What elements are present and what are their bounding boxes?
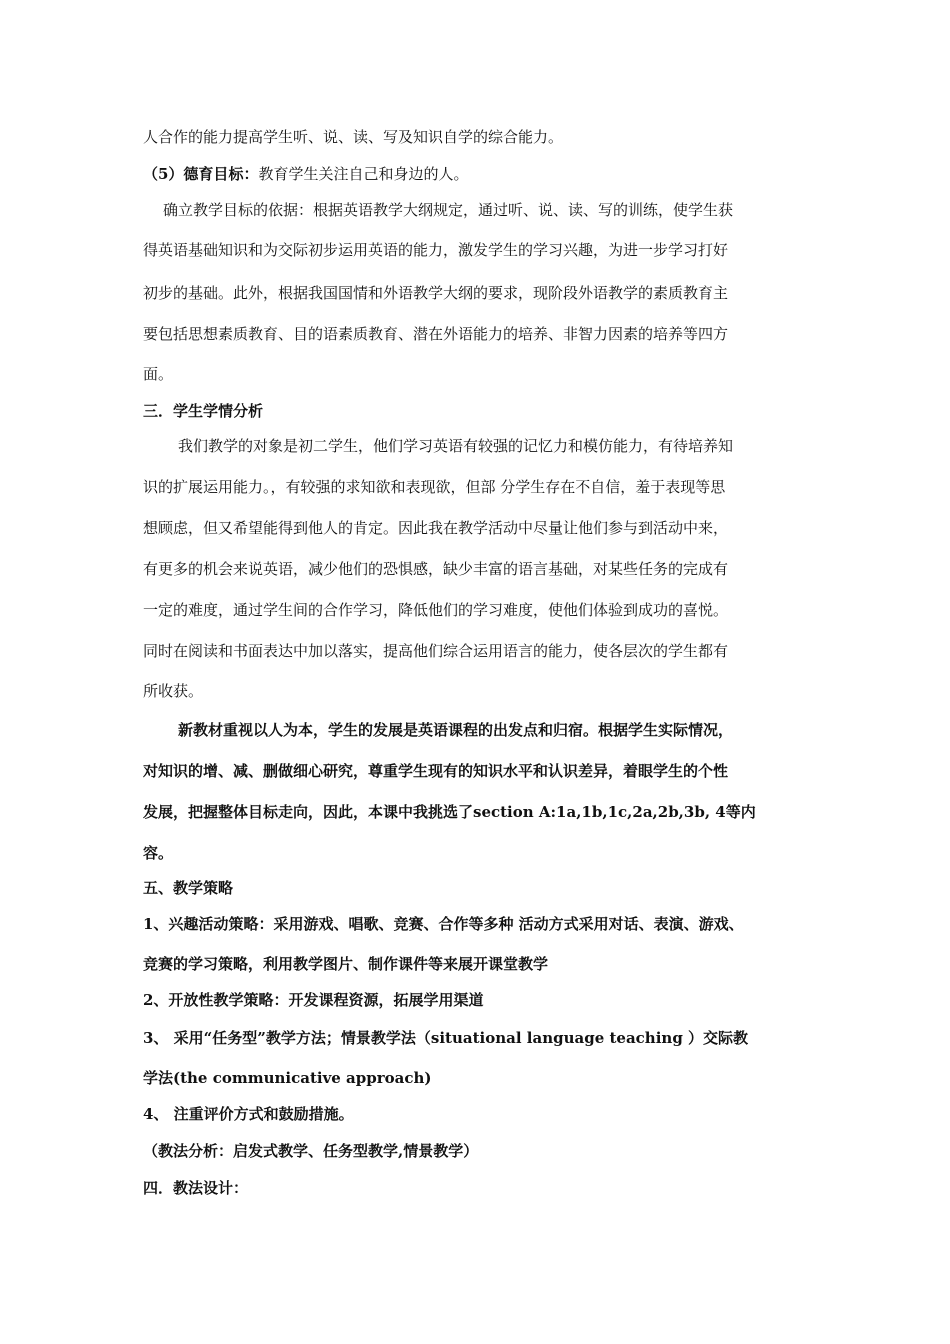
basis-line: 确立教学目标的依据：根据英语教学大纲规定，通过听、说、读、写的训练，使学生获: [163, 201, 734, 219]
section-heading: 四．教法设计：: [143, 1179, 249, 1197]
basis-line: 要包括思想素质教育、目的语素质教育、潜在外语能力的培养、非智力因素的培养等四方: [143, 325, 729, 343]
new-material-line: 对知识的增、减、删做细心研究，尊重学生现有的知识水平和认识差异，着眼学生的个性: [143, 762, 729, 780]
analysis-line: 同时在阅读和书面表达中加以落实，提高他们综合运用语言的能力，使各层次的学生都有: [143, 642, 729, 660]
basis-line: 得英语基础知识和为交际初步运用英语的能力，激发学生的学习兴趣，为进一步学习打好: [143, 241, 729, 259]
basis-line: 面。: [143, 365, 174, 383]
paragraph-line: 人合作的能力提高学生听、说、读、写及知识自学的综合能力。: [143, 128, 564, 146]
analysis-line: 有更多的机会来说英语，减少他们的恐惧感，缺少丰富的语言基础，对某些任务的完成有: [143, 560, 729, 578]
moral-goal-label: （5）德育目标：: [143, 165, 259, 183]
strategy-line: 1、兴趣活动策略：采用游戏、唱歌、竞赛、合作等多种 活动方式采用对话、表演、游戏、: [143, 915, 744, 933]
strategy-line: 4、 注重评价方式和鼓励措施。: [143, 1105, 354, 1123]
strategy-line: 竞赛的学习策略，利用教学图片、制作课件等来展开课堂教学: [143, 955, 549, 973]
analysis-line: 想顾虑，但又希望能得到他人的肯定。因此我在教学活动中尽量让他们参与到活动中来，: [143, 519, 729, 537]
analysis-line: 识的扩展运用能力。，有较强的求知欲和表现欲，但部 分学生存在不自信，羞于表现等思: [143, 478, 726, 496]
moral-goal-line: [143, 163, 468, 185]
strategy-line: 3、 采用“任务型”教学方法；情景教学法（situational language teaching ）交际教: [143, 1029, 749, 1047]
new-material-line: 发展，把握整体目标走向，因此，本课中我挑选了section A:1a,1b,1c,2a,2b,3b, 4等内: [143, 803, 756, 821]
section-heading: 三．学生学情分析: [143, 402, 264, 420]
analysis-line: 所收获。: [143, 682, 204, 700]
strategy-line: 学法(the communicative approach): [143, 1069, 432, 1087]
moral-goal-text: 教育学生关注自己和身边的人。: [258, 165, 469, 183]
basis-line: 初步的基础。此外，根据我国国情和外语教学大纲的要求，现阶段外语教学的素质教育主: [143, 284, 729, 302]
new-material-line: 容。: [143, 844, 174, 862]
analysis-line: 我们教学的对象是初二学生，他们学习英语有较强的记忆力和模仿能力，有待培养知: [178, 437, 734, 455]
strategy-line: （教法分析：启发式教学、任务型教学,情景教学）: [143, 1142, 479, 1160]
analysis-line: 一定的难度，通过学生间的合作学习，降低他们的学习难度，使他们体验到成功的喜悦。: [143, 601, 729, 619]
section-heading: 五、教学策略: [143, 879, 234, 897]
strategy-line: 2、开放性教学策略：开发课程资源，拓展学用渠道: [143, 991, 484, 1009]
new-material-line: 新教材重视以人为本，学生的发展是英语课程的出发点和归宿。根据学生实际情况，: [178, 721, 734, 739]
